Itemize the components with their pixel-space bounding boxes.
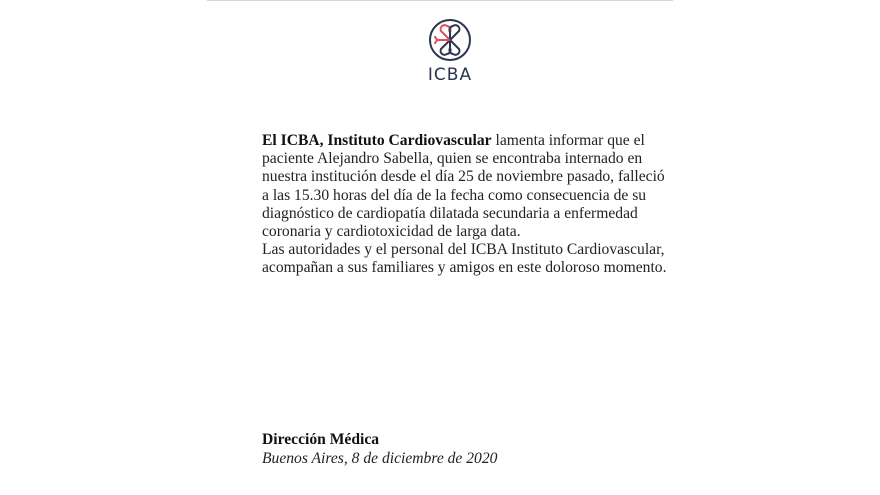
logo-text: ICBA <box>427 65 473 85</box>
body-line: paciente Alejandro Sabella, quien se encontraba internado en <box>262 150 643 168</box>
institution-name: El ICBA, Instituto Cardiovascular <box>262 132 492 149</box>
announcement-body <box>262 132 666 278</box>
body-line: acompañan a sus familiares y amigos en este doloroso momento. <box>262 259 667 277</box>
body-line: a las 15.30 horas del día de la fecha como consecuencia de su <box>262 186 647 204</box>
place-date: Buenos Aires, 8 de diciembre de 2020 <box>262 449 498 467</box>
body-line: Las autoridades y el personal del ICBA Instituto Cardiovascular, <box>262 241 665 259</box>
heart-clover-icon <box>420 18 480 64</box>
body-text: lamenta informar que el <box>491 132 645 149</box>
body-line: nuestra institución desde el día 25 de noviembre pasado, falleció <box>262 168 665 186</box>
signature-block <box>262 431 497 468</box>
body-line: coronaria y cardiotoxicidad de larga data. <box>262 223 521 241</box>
page-top-border <box>207 0 673 1</box>
body-line <box>262 132 666 150</box>
icba-logo <box>420 18 480 88</box>
signature-title: Dirección Médica <box>262 431 380 448</box>
body-line: diagnóstico de cardiopatía dilatada secundaria a enfermedad <box>262 204 638 222</box>
